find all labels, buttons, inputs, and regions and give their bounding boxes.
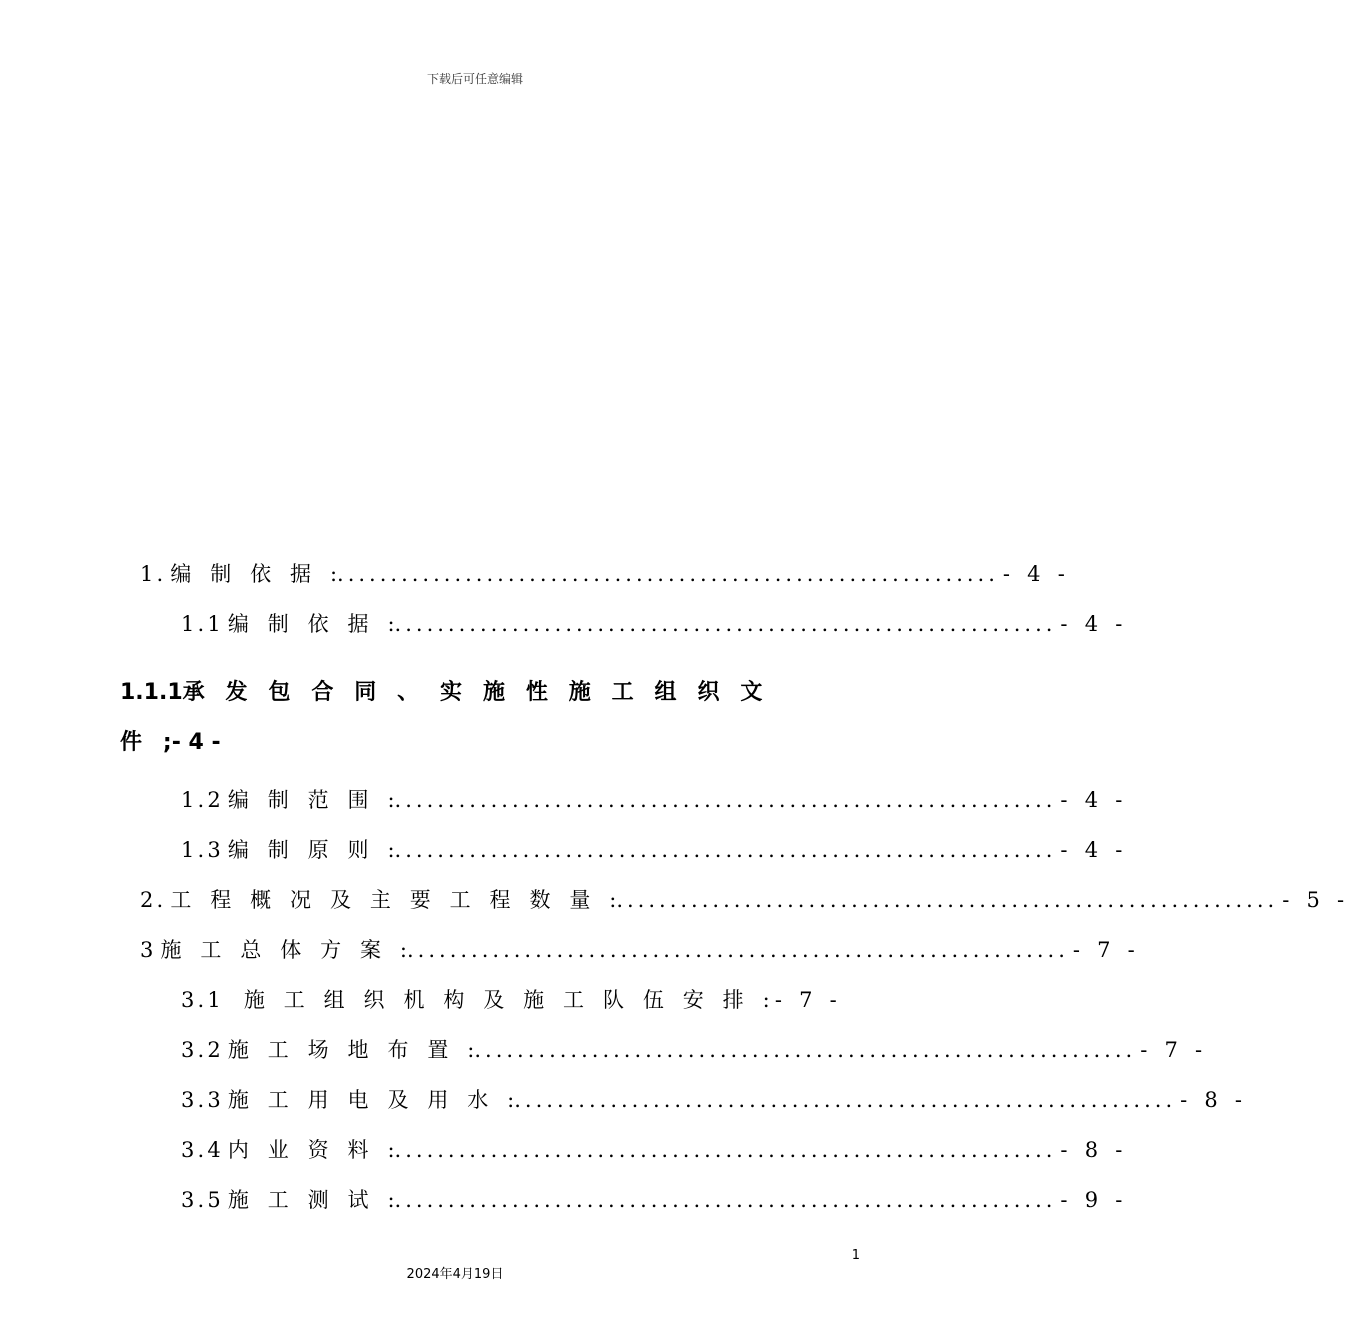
toc-entry[interactable]: [181, 985, 842, 1015]
toc-entry[interactable]: [181, 1135, 1128, 1165]
toc-entry-title: 编制范围: [227, 788, 388, 812]
toc-leader: ..............................................................: [337, 562, 999, 586]
toc-entry-number: 1.2: [181, 788, 224, 812]
toc-entry-page: - 7 -: [774, 988, 842, 1012]
toc-leader: ..............................................................: [514, 1088, 1177, 1112]
toc-entry-number: 3: [140, 938, 157, 962]
toc-entry-number: 1.1.1: [120, 680, 183, 705]
toc-entry-page: - 4 -: [171, 730, 221, 755]
toc-entry-page: - 7 -: [1072, 938, 1141, 962]
toc-entry[interactable]: [140, 559, 1071, 589]
page-header: 下载后可任意编辑: [426, 72, 523, 86]
toc-entry-separator: :: [387, 612, 395, 636]
toc-entry-number: 1.1: [181, 612, 224, 636]
toc-leader: ..............................................................: [394, 1138, 1057, 1162]
toc-entry-number: 1.: [140, 562, 167, 586]
page-number: 1: [851, 1248, 860, 1263]
toc-entry-separator: :: [329, 562, 338, 586]
toc-leader: ..............................................................: [407, 938, 1069, 962]
toc-entry-title: 施工组织机构及施工队伍安排: [243, 988, 763, 1012]
toc-entry[interactable]: [140, 885, 1349, 915]
toc-entry-separator: :: [762, 988, 770, 1012]
toc-leader: ..............................................................: [394, 788, 1057, 812]
toc-entry-separator: :: [467, 1038, 475, 1062]
toc-entry-separator: :: [387, 788, 395, 812]
toc-entry[interactable]: [181, 1085, 1248, 1115]
toc-entry-title: 施工测试: [227, 1188, 388, 1212]
footer-date: 2024年4月19日: [406, 1267, 504, 1282]
toc-entry-number: 3.3: [181, 1088, 224, 1112]
toc-leader: ..............................................................: [394, 1188, 1057, 1212]
toc-leader: ..............................................................: [474, 1038, 1137, 1062]
toc-entry-separator: :: [387, 1138, 395, 1162]
toc-entry-separator: :: [387, 1188, 395, 1212]
toc-entry-page: - 4 -: [1060, 838, 1128, 862]
toc-entry[interactable]: [181, 609, 1128, 639]
toc-entry-separator: ;: [162, 730, 172, 755]
toc-leader: ..............................................................: [394, 612, 1057, 636]
toc-entry-number: 1.3: [181, 838, 224, 862]
toc-entry-separator: :: [387, 838, 395, 862]
toc-entry-page: - 4 -: [1060, 788, 1128, 812]
toc-entry-page: - 8 -: [1180, 1088, 1248, 1112]
toc-entry-page: - 4 -: [1002, 562, 1071, 586]
toc-entry-number: 3.2: [181, 1038, 224, 1062]
toc-entry-title: 内业资料: [227, 1138, 388, 1162]
toc-entry-title: 编制依据: [170, 562, 330, 586]
toc-entry[interactable]: [181, 1035, 1208, 1065]
toc-entry-page: - 8 -: [1060, 1138, 1128, 1162]
toc-entry-page: - 7 -: [1140, 1038, 1208, 1062]
toc-entry-page: - 9 -: [1060, 1188, 1128, 1212]
toc-entry-emphasized[interactable]: [120, 668, 840, 768]
toc-entry-page: - 4 -: [1060, 612, 1128, 636]
toc-entry-number: 3.4: [181, 1138, 224, 1162]
toc-entry[interactable]: [181, 785, 1128, 815]
toc-entry[interactable]: [140, 935, 1141, 965]
toc-entry-number: 3.5: [181, 1188, 224, 1212]
toc-entry-number: 2.: [140, 888, 167, 912]
toc-entry[interactable]: [181, 1185, 1128, 1215]
toc-entry-title: 编制依据: [227, 612, 388, 636]
toc-entry-number: 3.1: [181, 988, 224, 1012]
toc-leader: ..............................................................: [616, 888, 1279, 912]
toc-entry-title: 编制原则: [227, 838, 388, 862]
toc-entry[interactable]: [181, 835, 1128, 865]
toc-entry-page: - 5 -: [1282, 888, 1349, 912]
toc-entry-title: 施工场地布置: [227, 1038, 468, 1062]
toc-entry-title: 工程概况及主要工程数量: [170, 888, 610, 912]
toc-entry-title: 承发包合同、实施性施工组织文件: [120, 680, 784, 755]
toc-entry-separator: :: [507, 1088, 515, 1112]
toc-entry-title: 施工用电及用水: [227, 1088, 508, 1112]
toc-entry-title: 施工总体方案: [160, 938, 400, 962]
toc-entry-separator: :: [609, 888, 617, 912]
toc-leader: ..............................................................: [394, 838, 1057, 862]
toc-entry-separator: :: [399, 938, 407, 962]
